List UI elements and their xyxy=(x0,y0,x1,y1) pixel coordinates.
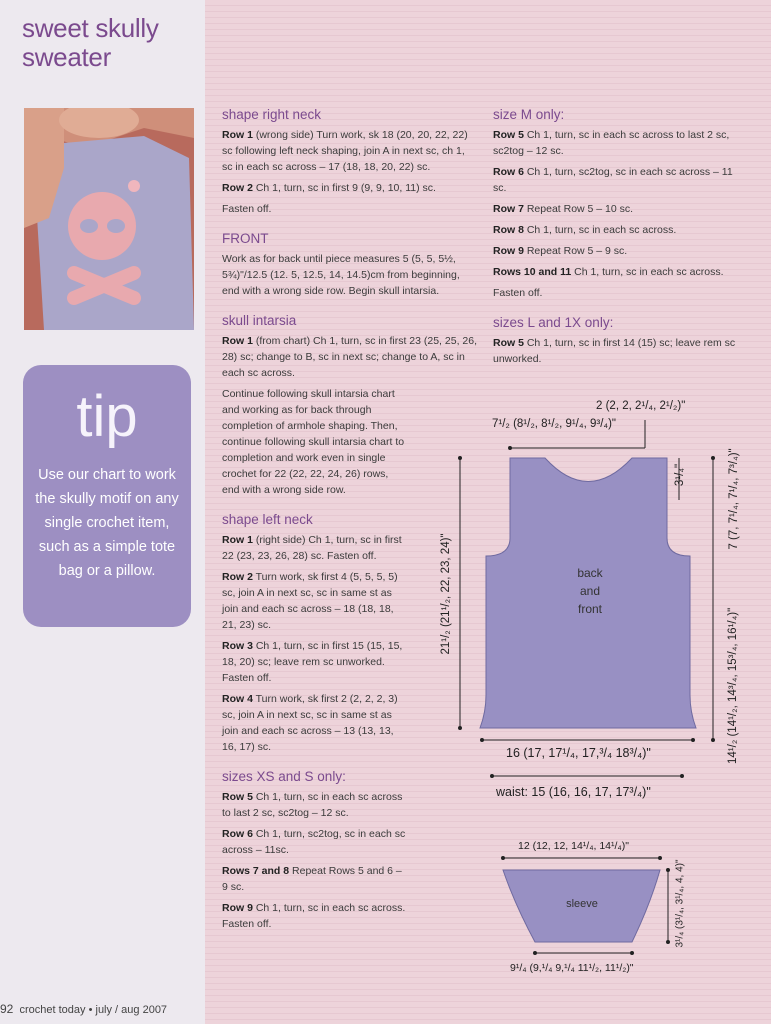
row-label: Rows 10 and 11 xyxy=(493,266,572,278)
dim-endpoint xyxy=(459,457,462,460)
row-text: Turn work, sk first 4 (5, 5, 5, 5) sc, join A in next sc, sc in same st as join and each sc across – 18 (18, 18, 21, 23) sc. xyxy=(222,571,398,631)
instruction-text: Continue following skull intarsia chart and working as for back through completion of armhole shaping. Then, continue following skull intarsia chart to completion and work even in single crochet for 22 (22, 22, 24, 26) rows, end with a wrong side row. xyxy=(222,388,405,496)
row-text: Ch 1, turn, sc2tog, sc in each sc across – 11sc. xyxy=(222,828,406,856)
row-text: Ch 1, turn, sc in first 15 (15, 15, 18, 20) sc; leave rem sc unworked. Fasten off. xyxy=(222,640,403,684)
row-label: Row 5 xyxy=(222,791,253,803)
row-label: Row 6 xyxy=(493,166,524,178)
row-text: Turn work, sk first 2 (2, 2, 2, 3) sc, join A in next sc, sc in same st as join and each sc across – 13 (13, 13, 16, 17) sc. xyxy=(222,693,398,753)
row-text: Ch 1, turn, sc in each sc across to last 2 sc, sc2tog – 12 sc. xyxy=(222,791,403,819)
row-label: Rows 7 and 8 xyxy=(222,865,290,877)
chest-width-label: 16 (17, 17¹/₄, 17,³/₄ 18³/₄)" xyxy=(506,746,651,760)
row-label: Row 6 xyxy=(222,828,253,840)
row-label: Row 5 xyxy=(493,129,524,141)
dim-endpoint xyxy=(712,457,715,460)
section-heading: shape left neck xyxy=(222,512,313,527)
section-heading: shape right neck xyxy=(222,107,322,122)
row-text: Repeat Rows 5 and 6 – 9 sc. xyxy=(222,865,402,893)
page-number: 92 xyxy=(0,1002,14,1016)
body-label-line: back xyxy=(577,566,603,580)
armhole-depth-label: 7 (7, 7¹/₄, 7¹/₄, 7³/₄)" xyxy=(728,448,740,550)
row-text: Ch 1, turn, sc in each sc across. Fasten off. xyxy=(222,902,406,930)
instruction-text: Fasten off. xyxy=(222,203,272,215)
body-label-line: front xyxy=(577,602,602,616)
sleeve-shape-label: sleeve xyxy=(566,898,598,910)
dim-endpoint xyxy=(692,739,695,742)
dim-endpoint xyxy=(491,775,494,778)
row-label: Row 1 xyxy=(222,129,253,141)
title-line-1: sweet skully xyxy=(22,13,159,43)
row-text: (from chart) Ch 1, turn, sc in first 23 (25, 25, 26, 28) sc; change to B, sc in next sc; change to A, sc in each sc across. xyxy=(222,335,478,379)
row-label: Row 9 xyxy=(222,902,253,914)
waist-label: waist: 15 (16, 16, 17, 17³/₄)" xyxy=(496,785,651,799)
row-text: (wrong side) Turn work, sk 18 (20, 20, 22, 22) sc following left neck shaping, join A in next sc, ch 1, sc in each sc across – 17 (18, 18, 20, 22) sc. xyxy=(222,129,468,173)
title-line-2: sweater xyxy=(22,42,111,72)
row-text: Ch 1, turn, sc in first 14 (15) sc; leave rem sc unworked. xyxy=(493,337,736,365)
dim-endpoint xyxy=(459,727,462,730)
side-length-label: 14¹/₂ (14¹/₂, 14³/₄, 15³/₄, 16¹/₄)" xyxy=(727,607,739,764)
neck-top-dim-label: 2 (2, 2, 2¹/₄, 2¹/₂)" xyxy=(596,400,686,412)
sleeve-bottom-label: 9¹/₄ (9,¹/₄ 9,¹/₄ 11¹/₂, 11¹/₂)" xyxy=(510,962,634,974)
dim-endpoint xyxy=(667,941,670,944)
row-label: Row 2 xyxy=(222,182,253,194)
row-label: Row 9 xyxy=(493,245,524,257)
dim-endpoint xyxy=(659,857,662,860)
row-text: Repeat Row 5 – 9 sc. xyxy=(523,245,628,257)
row-text: Ch 1, turn, sc2tog, sc in each sc across – 11 sc. xyxy=(493,166,733,194)
row-label: Row 1 xyxy=(222,335,253,347)
page-footer: 92 crochet today • july / aug 2007 xyxy=(0,1002,168,1016)
dim-endpoint xyxy=(667,869,670,872)
row-label: Row 7 xyxy=(493,203,524,215)
section-heading: FRONT xyxy=(222,231,269,246)
section-heading: sizes L and 1X only: xyxy=(493,315,614,330)
row-text: Ch 1, turn, sc in first 9 (9, 9, 10, 11) sc. xyxy=(252,182,436,194)
section-heading: skull intarsia xyxy=(222,313,297,328)
dim-endpoint xyxy=(681,775,684,778)
row-text: Ch 1, turn, sc in each sc across. xyxy=(523,224,677,236)
row-label: Row 8 xyxy=(493,224,524,236)
row-label: Row 1 xyxy=(222,534,253,546)
body-shape-label xyxy=(562,564,618,618)
sleeve-depth-label: 3¹/₄ (3¹/₄, 3¹/₄, 4, 4)" xyxy=(674,859,686,948)
dim-endpoint xyxy=(534,952,537,955)
dim-endpoint xyxy=(712,739,715,742)
total-length-label: 21¹/₂ (21¹/₂, 22, 23, 24)" xyxy=(440,533,452,655)
row-text: Ch 1, turn, sc in each sc across to last 2 sc, sc2tog – 12 sc. xyxy=(493,129,730,157)
dim-endpoint xyxy=(509,447,512,450)
row-label: Row 5 xyxy=(493,337,524,349)
instruction-text: Work as for back until piece measures 5 (5, 5, 5½, 5¾)"/12.5 (12. 5, 12.5, 14, 14.5)cm from beginning, end with a wrong side row. Begin skull intarsia. xyxy=(222,253,460,297)
issue-date: july / aug 2007 xyxy=(95,1004,168,1016)
row-label: Row 2 xyxy=(222,571,253,583)
instruction-text: Fasten off. xyxy=(493,287,543,299)
shoulder-width-label: 7¹/₂ (8¹/₂, 8¹/₂, 9¹/₄, 9³/₄)" xyxy=(492,418,616,430)
row-text: Repeat Row 5 – 10 sc. xyxy=(523,203,634,215)
dim-endpoint xyxy=(631,952,634,955)
tip-body: Use our chart to work the skully motif on any single crochet item, such as a simple tote bag or a pillow. xyxy=(35,467,179,579)
dim-endpoint xyxy=(502,857,505,860)
sleeve-top-label: 12 (12, 12, 14¹/₄, 14¹/₄)" xyxy=(518,840,629,852)
neck-drop-label: 3¹/₄" xyxy=(674,463,686,487)
section-heading: sizes XS and S only: xyxy=(222,769,346,784)
row-text: (right side) Ch 1, turn, sc in first 22 (23, 23, 26, 28) sc. Fasten off. xyxy=(222,534,402,562)
tip-heading: tip xyxy=(76,384,138,449)
row-label: Row 3 xyxy=(222,640,253,652)
publication-name: crochet today xyxy=(19,1004,86,1016)
section-heading: size M only: xyxy=(493,107,565,122)
body-label-line: and xyxy=(579,584,601,598)
dim-endpoint xyxy=(481,739,484,742)
row-label: Row 4 xyxy=(222,693,253,705)
row-text: Ch 1, turn, sc in each sc across. xyxy=(571,266,724,278)
